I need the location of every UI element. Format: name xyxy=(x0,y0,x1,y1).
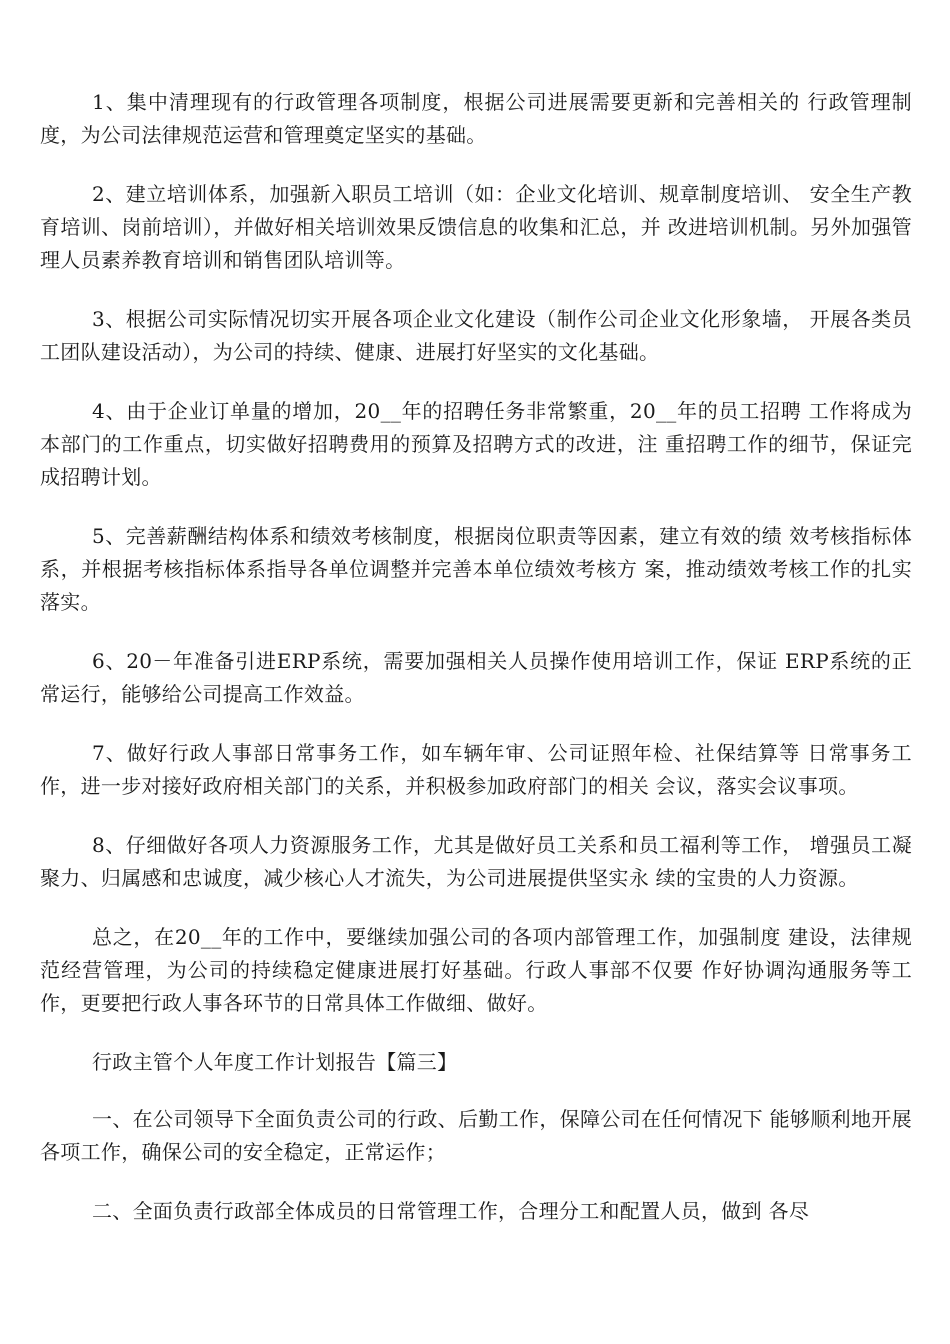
paragraph-item-7: 7、做好行政人事部日常事务工作，如车辆年审、公司证照年检、社保结算等 日常事务工作，进一步对接好政府相关部门的关系，并积极参加政府部门的相关 会议，落实会议事项。 xyxy=(40,741,912,798)
paragraph-item-2: 2、建立培训体系，加强新入职员工培训（如：企业文化培训、规章制度培训、 安全生产教育培训、岗前培训），并做好相关培训效果反馈信息的收集和汇总，并 改进培训机制。另外加强管理人员素养教育培训和销售团队培训等。 xyxy=(40,182,912,272)
paragraph-item-5: 5、完善薪酬结构体系和绩效考核制度，根据岗位职责等因素，建立有效的绩 效考核指标体系，并根据考核指标体系指导各单位调整并完善本单位绩效考核方 案，推动绩效考核工作的扎实落实。 xyxy=(40,524,912,614)
summary-paragraph: 总之，在20__年的工作中，要继续加强公司的各项内部管理工作，加强制度 建设，法律规范经营管理，为公司的持续稳定健康进展打好基础。行政人事部不仅要 作好协调沟通服务等工作，更要把行政人事各环节的日常具体工作做细、做好。 xyxy=(40,925,912,1015)
paragraph-item-6: 6、20－年准备引进ERP系统，需要加强相关人员操作使用培训工作，保证 ERP系统的正常运行，能够给公司提高工作效益。 xyxy=(40,649,912,706)
section-heading: 行政主管个人年度工作计划报告【篇三】 xyxy=(92,1050,458,1074)
duty-item-2: 二、全面负责行政部全体成员的日常管理工作，合理分工和配置人员，做到 各尽 xyxy=(92,1199,810,1223)
paragraph-item-3: 3、根据公司实际情况切实开展各项企业文化建设（制作公司企业文化形象墙， 开展各类员工团队建设活动），为公司的持续、健康、进展打好坚实的文化基础。 xyxy=(40,307,912,364)
paragraph-item-8: 8、仔细做好各项人力资源服务工作，尤其是做好员工关系和员工福利等工作， 增强员工凝聚力、归属感和忠诚度，减少核心人才流失，为公司进展提供坚实永 续的宝贵的人力资源。 xyxy=(40,833,912,890)
paragraph-item-1: 1、集中清理现有的行政管理各项制度，根据公司进展需要更新和完善相关的 行政管理制度，为公司法律规范运营和管理奠定坚实的基础。 xyxy=(40,90,912,147)
paragraph-item-4: 4、由于企业订单量的增加，20__年的招聘任务非常繁重，20__年的员工招聘 工作将成为本部门的工作重点，切实做好招聘费用的预算及招聘方式的改进，注 重招聘工作的细节，保证完成招聘计划。 xyxy=(40,399,912,489)
duty-item-1: 一、在公司领导下全面负责公司的行政、后勤工作，保障公司在任何情况下 能够顺利地开展各项工作，确保公司的安全稳定，正常运作； xyxy=(40,1107,912,1164)
